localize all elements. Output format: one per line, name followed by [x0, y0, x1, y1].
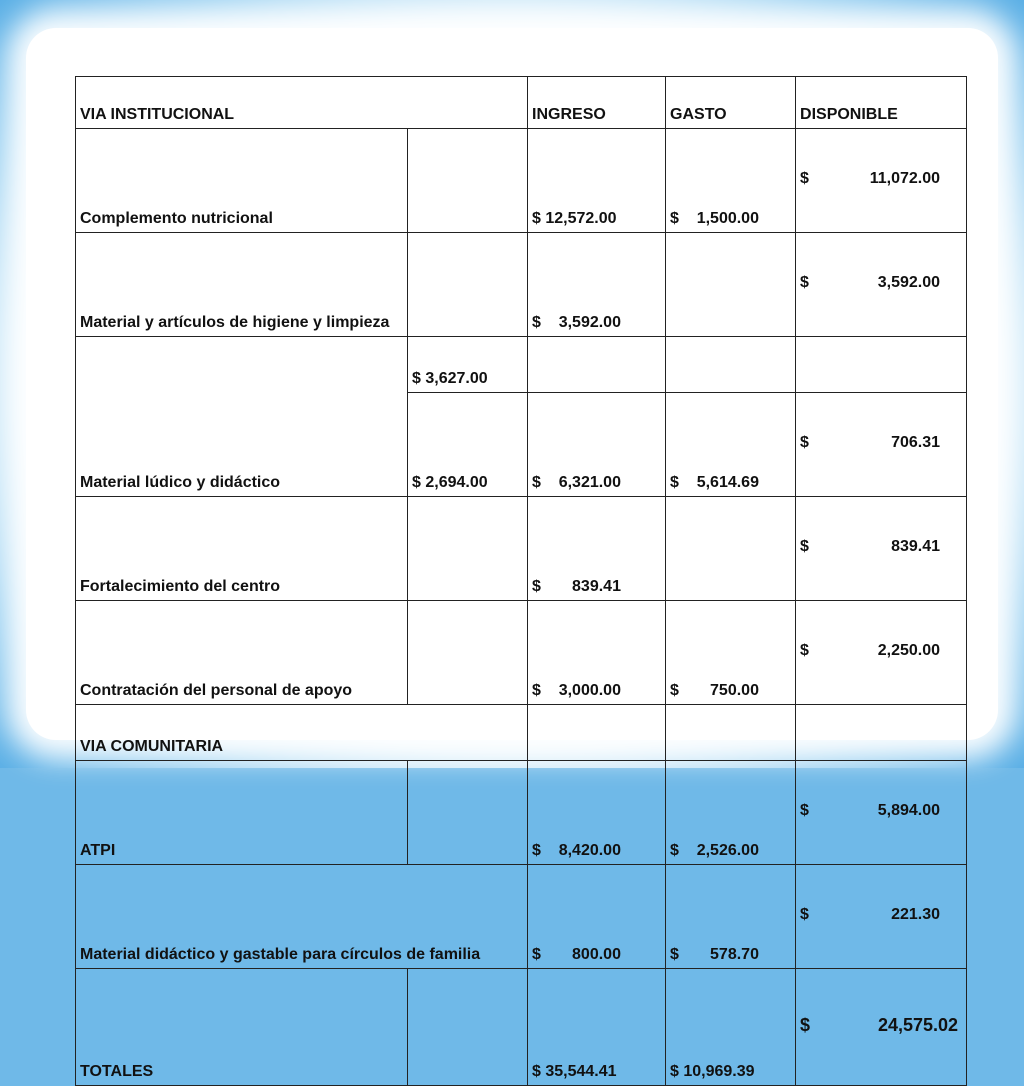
disp-value: 2,250.00 [877, 642, 941, 659]
row-sub [408, 129, 528, 233]
row-concept: Material didáctico y gastable para círculos de familia [76, 865, 528, 969]
table-row [76, 233, 967, 337]
row-ingreso: $ 800.00 [528, 865, 666, 969]
section-title-institucional: VIA INSTITUCIONAL [76, 77, 528, 129]
table-row [76, 761, 967, 865]
row-sub-b: $ 2,694.00 [408, 393, 528, 497]
table-row [76, 337, 967, 393]
disp-sign: $ [800, 642, 809, 659]
disp-sign: $ [800, 434, 809, 451]
total-gasto: $ 10,969.39 [666, 969, 796, 1086]
empty-cell [528, 705, 666, 761]
row-sub [408, 969, 528, 1086]
table-row [76, 497, 967, 601]
disp-sign: $ [800, 538, 809, 555]
row-ingreso: $ 6,321.00 [528, 393, 666, 497]
row-disponible [796, 761, 967, 865]
row-ingreso: $ 3,000.00 [528, 601, 666, 705]
row-concept: Material y artículos de higiene y limpieza [76, 233, 408, 337]
total-disponible [796, 969, 967, 1086]
row-gasto: $ 1,500.00 [666, 129, 796, 233]
disp-value: 5,894.00 [877, 802, 941, 819]
disp-sign: $ [800, 1015, 811, 1035]
row-disponible-empty [796, 337, 967, 393]
table-row [76, 865, 967, 969]
section-title-comunitaria: VIA COMUNITARIA [76, 705, 528, 761]
disp-value: 221.30 [891, 906, 941, 923]
row-concept: Fortalecimiento del centro [76, 497, 408, 601]
row-gasto: $ 5,614.69 [666, 393, 796, 497]
row-gasto [666, 233, 796, 337]
disp-sign: $ [800, 274, 809, 291]
total-ingreso: $ 35,544.41 [528, 969, 666, 1086]
row-sub [408, 761, 528, 865]
row-gasto: $ 750.00 [666, 601, 796, 705]
disp-value: 706.31 [891, 434, 941, 451]
row-disponible [796, 129, 967, 233]
row-disponible [796, 865, 967, 969]
row-disponible [796, 497, 967, 601]
row-concept: Contratación del personal de apoyo [76, 601, 408, 705]
row-concept: Complemento nutricional [76, 129, 408, 233]
row-concept: ATPI [76, 761, 408, 865]
section-row [76, 705, 967, 761]
row-concept: Material lúdico y didáctico [76, 337, 408, 497]
row-gasto: $ 578.70 [666, 865, 796, 969]
row-disponible [796, 393, 967, 497]
header-gasto: GASTO [666, 77, 796, 129]
disp-sign: $ [800, 802, 809, 819]
row-ingreso: $ 3,592.00 [528, 233, 666, 337]
disp-value: 11,072.00 [869, 170, 941, 187]
row-disponible [796, 601, 967, 705]
row-disponible [796, 233, 967, 337]
disp-value: 3,592.00 [877, 274, 941, 291]
header-row [76, 77, 967, 129]
disp-sign: $ [800, 170, 809, 187]
row-ingreso-empty [528, 337, 666, 393]
empty-cell [666, 705, 796, 761]
row-gasto-empty [666, 337, 796, 393]
empty-cell [796, 705, 967, 761]
header-ingreso: INGRESO [528, 77, 666, 129]
disp-value: 839.41 [891, 538, 941, 555]
budget-table [75, 76, 967, 1086]
row-sub [408, 601, 528, 705]
section-title-totales: TOTALES [76, 969, 408, 1086]
row-ingreso: $ 839.41 [528, 497, 666, 601]
table-row [76, 601, 967, 705]
row-sub [408, 497, 528, 601]
table-row [76, 129, 967, 233]
row-gasto: $ 2,526.00 [666, 761, 796, 865]
row-sub-a: $ 3,627.00 [408, 337, 528, 393]
row-ingreso: $ 8,420.00 [528, 761, 666, 865]
disp-sign: $ [800, 906, 809, 923]
totals-row [76, 969, 967, 1086]
header-disponible: DISPONIBLE [796, 77, 967, 129]
row-gasto [666, 497, 796, 601]
row-ingreso: $ 12,572.00 [528, 129, 666, 233]
row-sub [408, 233, 528, 337]
disp-value: 24,575.02 [877, 1015, 959, 1035]
